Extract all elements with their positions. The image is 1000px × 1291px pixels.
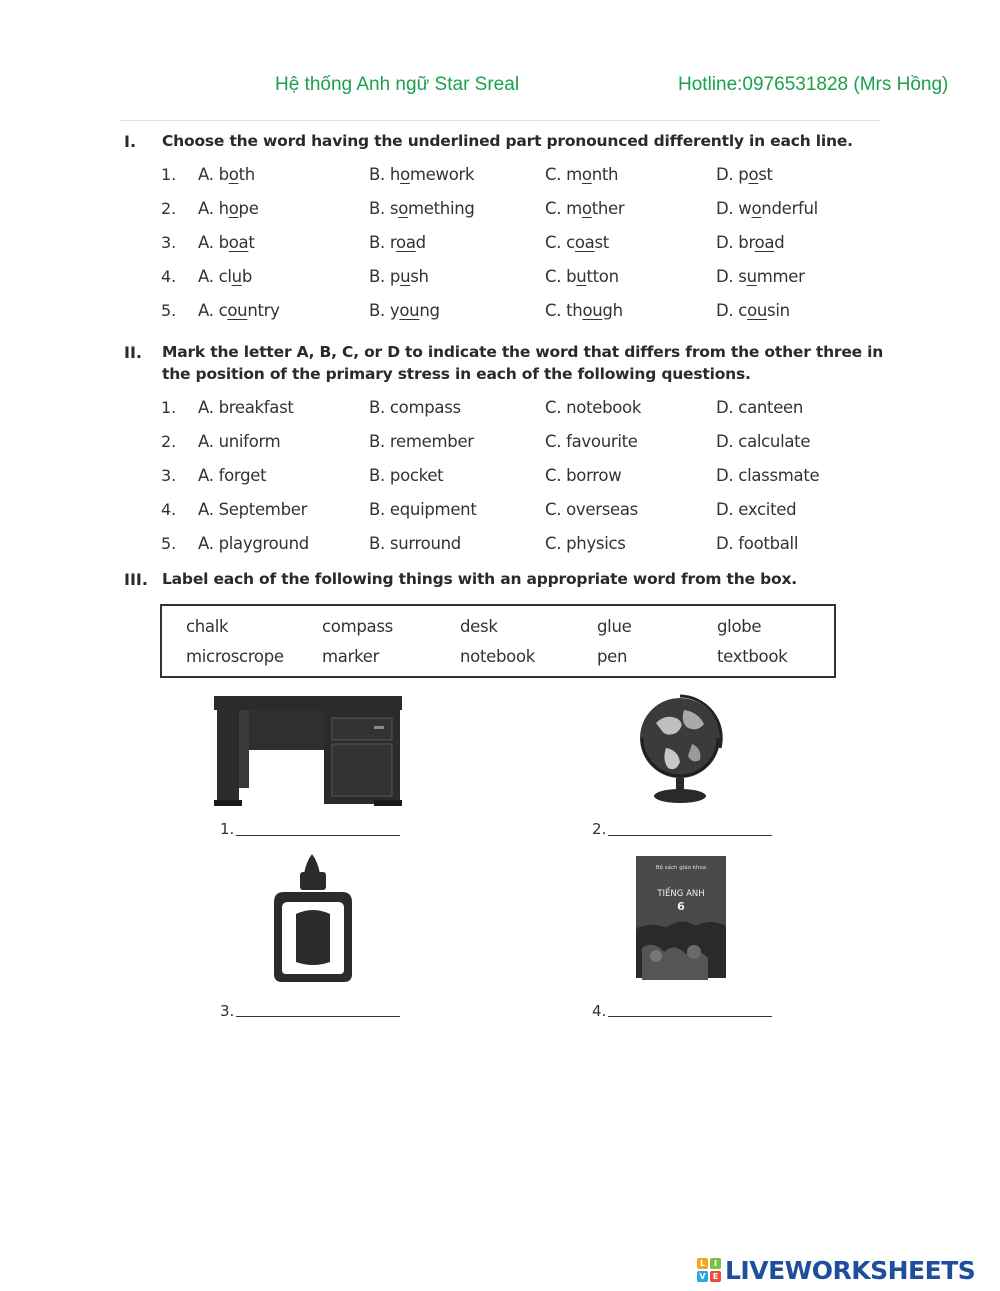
word-box-word: chalk [186,617,229,636]
option-underlined-part: o [398,199,409,218]
section-1-option[interactable] [716,267,805,286]
option-text-before: B. p [369,267,401,286]
section-1-option[interactable] [545,233,609,252]
option-text-after: ng [419,301,440,320]
option-underlined-part: o [228,199,239,218]
section-2-option[interactable]: B. compass [369,398,461,417]
section-1-option[interactable] [369,267,429,286]
option-text-before: D. w [716,199,752,218]
section-2-question-number: 3. [161,466,177,485]
word-box-word: textbook [717,647,788,666]
option-text-after: mething [408,199,475,218]
section-2-option[interactable]: C. physics [545,534,626,553]
desk-image [214,696,404,808]
section-3-title: Label each of the following things with an appropriate word from the box. [162,570,797,588]
section-2-option[interactable]: A. breakfast [198,398,294,417]
section-1-option[interactable] [198,267,252,286]
section-2-question-number: 2. [161,432,177,451]
section-2-title-line-2: the position of the primary stress in each of the following questions. [162,365,751,383]
section-2-option[interactable]: A. playground [198,534,309,553]
option-text-before: A. h [198,199,229,218]
word-box-word: notebook [460,647,535,666]
logo-letter-l: L [697,1258,708,1269]
section-1-number: I. [124,132,137,151]
option-text-after: d [415,233,426,252]
section-1-option[interactable] [369,233,426,252]
section-1-option[interactable] [545,301,623,320]
word-box [160,604,836,678]
section-1-option[interactable] [716,301,790,320]
option-text-after: nderful [761,199,818,218]
section-2-option[interactable]: C. overseas [545,500,638,519]
globe-image [636,688,726,810]
section-2-option[interactable]: D. football [716,534,799,553]
option-text-before: C. b [545,267,577,286]
section-2-option[interactable]: C. borrow [545,466,622,485]
section-3-number: III. [124,570,148,589]
word-box-word: globe [717,617,762,636]
section-1-option[interactable] [198,199,259,218]
option-underlined-part: ou [399,301,420,320]
section-2-option[interactable]: D. classmate [716,466,820,485]
section-1-option[interactable] [545,267,619,286]
option-underlined-part: o [581,165,592,184]
section-1-option[interactable] [369,301,440,320]
option-text-before: D. c [716,301,748,320]
section-2-option[interactable]: B. equipment [369,500,477,519]
option-text-after: tton [586,267,619,286]
section-2-option[interactable]: B. surround [369,534,461,553]
section-2-question-number: 5. [161,534,177,553]
section-2-option[interactable]: B. remember [369,432,474,451]
word-box-word: glue [597,617,632,636]
option-text-after: ther [591,199,625,218]
option-text-before: B. s [369,199,399,218]
option-text-after: mework [409,165,475,184]
option-text-before: C. m [545,165,582,184]
section-2-option[interactable]: A. September [198,500,308,519]
section-1-option[interactable] [198,165,255,184]
option-underlined-part: oa [754,233,775,252]
section-2-option[interactable]: D. excited [716,500,797,519]
word-box-word: pen [597,647,628,666]
option-underlined-part: ou [747,301,768,320]
option-underlined-part: o [400,165,410,184]
section-2-number: II. [124,343,142,362]
section-1-option[interactable] [369,165,474,184]
liveworksheets-brand: LIVEWORKSHEETS [725,1255,976,1285]
option-underlined-part: o [581,199,592,218]
option-text-after: th [238,165,255,184]
option-text-before: C. th [545,301,583,320]
option-text-before: B. h [369,165,401,184]
option-underlined-part: o [751,199,762,218]
word-box-word: compass [322,617,393,636]
section-1-option[interactable] [716,233,784,252]
option-underlined-part: ou [582,301,603,320]
section-1-option[interactable] [369,199,475,218]
word-box-word: marker [322,647,380,666]
logo-letter-v: V [697,1271,708,1282]
option-underlined-part: oa [396,233,416,252]
option-text-after: d [774,233,785,252]
header-school-name: Hệ thống Anh ngữ Star Sreal [275,74,520,95]
label-2-blank[interactable] [608,835,772,836]
option-text-before: D. p [716,165,749,184]
option-text-before: D. s [716,267,747,286]
option-text-after: pe [238,199,259,218]
section-2-option[interactable]: C. favourite [545,432,638,451]
textbook-cover-grade: 6 [677,900,685,913]
option-underlined-part: u [231,267,242,286]
section-1-question-number: 1. [161,165,177,184]
section-1-question-number: 5. [161,301,177,320]
option-text-before: A. b [198,233,229,252]
option-underlined-part: u [400,267,411,286]
option-underlined-part: oa [574,233,595,252]
option-text-before: C. c [545,233,575,252]
word-box-word: microscrope [186,647,284,666]
option-underlined-part: o [748,165,759,184]
option-text-after: sin [767,301,790,320]
option-text-after: mmer [756,267,805,286]
option-text-after: gh [602,301,623,320]
section-2-title-line-1: Mark the letter A, B, C, or D to indicate the word that differs from the other three in [162,343,884,361]
option-underlined-part: o [228,165,239,184]
section-2-option[interactable]: D. calculate [716,432,811,451]
option-text-before: C. m [545,199,582,218]
option-text-before: A. b [198,165,229,184]
option-text-after: ntry [247,301,280,320]
option-text-before: B. y [369,301,400,320]
header-hotline: Hotline:0976531828 (Mrs Hồng) [678,74,949,95]
option-underlined-part: u [576,267,587,286]
option-text-before: D. br [716,233,755,252]
section-1-title: Choose the word having the underlined part pronounced differently in each line. [162,132,853,150]
section-2-option[interactable]: A. uniform [198,432,281,451]
section-1-option[interactable] [545,165,618,184]
word-box-word: desk [460,617,498,636]
section-1-option[interactable] [198,301,280,320]
label-2-number: 2. [592,820,607,838]
option-text-before: A. c [198,301,228,320]
label-3-number: 3. [220,1002,235,1020]
section-2-option[interactable]: B. pocket [369,466,444,485]
textbook-cover-series: Bộ sách giáo khoa [655,865,707,871]
textbook-cover-title: TIẾNG ANH [657,889,705,899]
section-1-option[interactable] [716,165,773,184]
textbook-image [636,856,728,980]
liveworksheets-logo [697,1256,975,1284]
option-text-after: sh [410,267,429,286]
section-2-option[interactable]: C. notebook [545,398,642,417]
option-underlined-part: oa [228,233,249,252]
section-2-question-number: 4. [161,500,177,519]
option-text-after: t [248,233,255,252]
section-1-option[interactable] [198,233,255,252]
section-1-question-number: 3. [161,233,177,252]
label-4-number: 4. [592,1002,607,1020]
option-text-after: st [758,165,773,184]
logo-letter-i: I [710,1258,721,1269]
label-3-blank[interactable] [236,1016,400,1017]
option-text-after: b [241,267,253,286]
label-1-number: 1. [220,820,235,838]
section-2-option[interactable]: A. forget [198,466,267,485]
option-text-after: st [594,233,609,252]
section-1-option[interactable] [716,199,818,218]
label-1-blank[interactable] [236,835,400,836]
section-1-option[interactable] [545,199,624,218]
section-1-question-number: 4. [161,267,177,286]
liveworksheets-icon [697,1258,721,1282]
section-2-question-number: 1. [161,398,177,417]
option-text-before: B. r [369,233,397,252]
header-divider [120,120,880,121]
logo-letter-e: E [710,1271,721,1282]
label-4-blank[interactable] [608,1016,772,1017]
option-text-before: A. cl [198,267,232,286]
section-1-question-number: 2. [161,199,177,218]
option-text-after: nth [591,165,619,184]
option-underlined-part: ou [227,301,248,320]
glue-bottle-image [272,852,354,984]
section-2-option[interactable]: D. canteen [716,398,804,417]
option-underlined-part: u [746,267,757,286]
